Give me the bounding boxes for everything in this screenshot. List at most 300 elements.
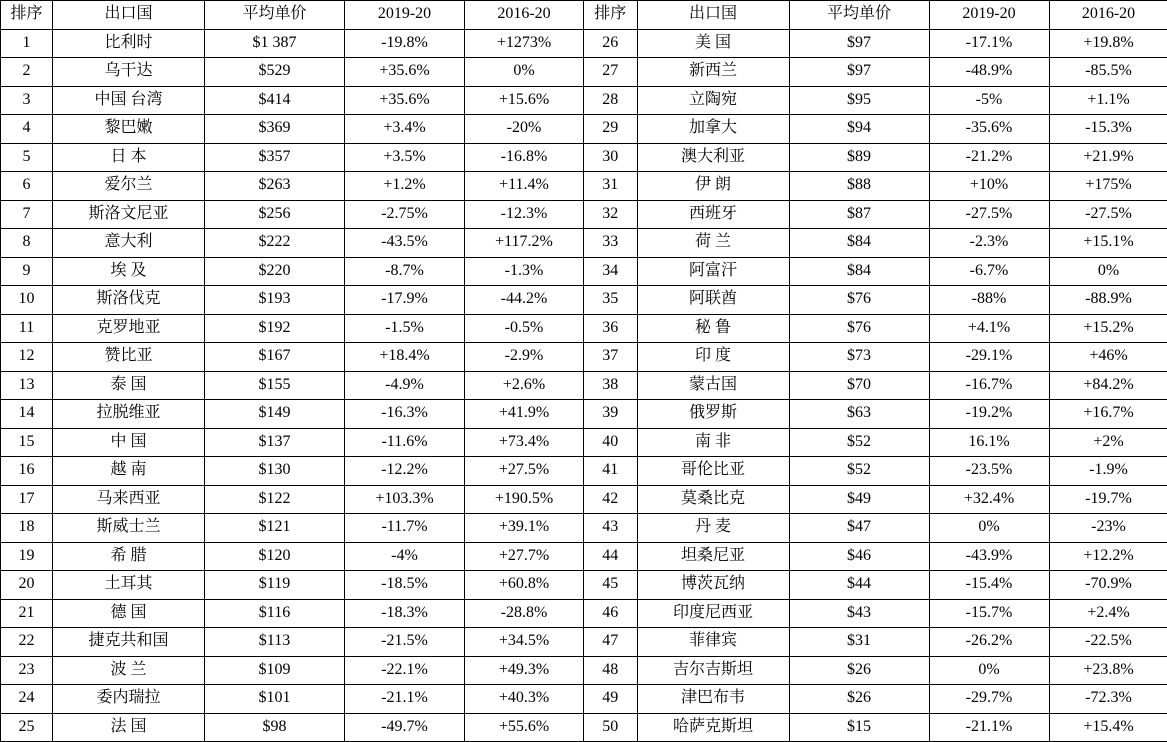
cell-price: $149	[205, 400, 345, 429]
cell-price: $95	[789, 86, 929, 115]
cell-price: $369	[205, 115, 345, 144]
table-row	[584, 599, 1167, 628]
cell-price: $15	[789, 713, 929, 742]
column-header-price: 平均单价	[205, 1, 345, 30]
cell-price: $46	[789, 542, 929, 571]
cell-price: $109	[205, 656, 345, 685]
table-row	[584, 400, 1167, 429]
cell-price: $97	[789, 58, 929, 87]
cell-rank: 38	[584, 371, 637, 400]
table-header-right	[584, 1, 1167, 30]
cell-year1: -19.2%	[929, 400, 1049, 429]
cell-country: 俄罗斯	[637, 400, 789, 429]
table-row	[1, 229, 584, 258]
cell-year1: -8.7%	[345, 257, 465, 286]
cell-rank: 13	[1, 371, 53, 400]
cell-year1: -11.6%	[345, 428, 465, 457]
cell-country: 泰 国	[53, 371, 205, 400]
cell-year1: -49.7%	[345, 713, 465, 742]
cell-country: 捷克共和国	[53, 628, 205, 657]
cell-rank: 22	[1, 628, 53, 657]
table-row	[1, 143, 584, 172]
table-row	[584, 685, 1167, 714]
cell-year2: +2.6%	[465, 371, 584, 400]
cell-country: 菲律宾	[637, 628, 789, 657]
table-row	[1, 200, 584, 229]
cell-year2: +73.4%	[465, 428, 584, 457]
cell-year1: -22.1%	[345, 656, 465, 685]
cell-year1: -16.7%	[929, 371, 1049, 400]
cell-year1: +35.6%	[345, 58, 465, 87]
cell-year1: -29.1%	[929, 343, 1049, 372]
cell-year2: +12.2%	[1049, 542, 1167, 571]
cell-year1: -21.1%	[345, 685, 465, 714]
cell-country: 博茨瓦纳	[637, 571, 789, 600]
cell-year2: +49.3%	[465, 656, 584, 685]
cell-year2: +15.6%	[465, 86, 584, 115]
table-row	[584, 713, 1167, 742]
cell-year2: -16.8%	[465, 143, 584, 172]
cell-price: $167	[205, 343, 345, 372]
cell-price: $155	[205, 371, 345, 400]
cell-year1: -17.1%	[929, 29, 1049, 58]
cell-year1: +1.2%	[345, 172, 465, 201]
cell-year2: +2.4%	[1049, 599, 1167, 628]
cell-year1: -16.3%	[345, 400, 465, 429]
cell-year1: -17.9%	[345, 286, 465, 315]
cell-rank: 24	[1, 685, 53, 714]
cell-year1: -48.9%	[929, 58, 1049, 87]
cell-price: $70	[789, 371, 929, 400]
cell-year2: +41.9%	[465, 400, 584, 429]
cell-price: $120	[205, 542, 345, 571]
cell-country: 越 南	[53, 457, 205, 486]
cell-rank: 10	[1, 286, 53, 315]
column-header-year1: 2019-20	[345, 1, 465, 30]
cell-year2: +40.3%	[465, 685, 584, 714]
cell-rank: 5	[1, 143, 53, 172]
cell-year1: -21.5%	[345, 628, 465, 657]
cell-country: 立陶宛	[637, 86, 789, 115]
cell-year1: -35.6%	[929, 115, 1049, 144]
cell-year1: -27.5%	[929, 200, 1049, 229]
cell-price: $113	[205, 628, 345, 657]
table-row	[584, 457, 1167, 486]
cell-rank: 28	[584, 86, 637, 115]
cell-year1: -4%	[345, 542, 465, 571]
cell-year2: 0%	[465, 58, 584, 87]
cell-country: 哥伦比亚	[637, 457, 789, 486]
cell-rank: 48	[584, 656, 637, 685]
cell-price: $88	[789, 172, 929, 201]
cell-year2: -85.5%	[1049, 58, 1167, 87]
table-row	[584, 115, 1167, 144]
cell-price: $31	[789, 628, 929, 657]
cell-price: $193	[205, 286, 345, 315]
cell-year1: -18.5%	[345, 571, 465, 600]
table-row	[584, 571, 1167, 600]
cell-price: $130	[205, 457, 345, 486]
cell-price: $98	[205, 713, 345, 742]
table-row	[584, 514, 1167, 543]
cell-rank: 35	[584, 286, 637, 315]
cell-year2: +117.2%	[465, 229, 584, 258]
cell-price: $63	[789, 400, 929, 429]
cell-year1: 0%	[929, 514, 1049, 543]
cell-year2: -28.8%	[465, 599, 584, 628]
table-row	[1, 286, 584, 315]
cell-country: 德 国	[53, 599, 205, 628]
cell-year2: +11.4%	[465, 172, 584, 201]
cell-price: $256	[205, 200, 345, 229]
cell-price: $49	[789, 485, 929, 514]
cell-price: $357	[205, 143, 345, 172]
cell-year1: -43.5%	[345, 229, 465, 258]
table-row	[1, 656, 584, 685]
cell-price: $52	[789, 457, 929, 486]
cell-country: 日 本	[53, 143, 205, 172]
cell-year1: -29.7%	[929, 685, 1049, 714]
cell-year1: -23.5%	[929, 457, 1049, 486]
cell-year2: +27.7%	[465, 542, 584, 571]
cell-country: 法 国	[53, 713, 205, 742]
cell-rank: 43	[584, 514, 637, 543]
table-row	[584, 86, 1167, 115]
table-row	[1, 571, 584, 600]
cell-year2: +23.8%	[1049, 656, 1167, 685]
table-row	[1, 713, 584, 742]
cell-year1: -21.1%	[929, 713, 1049, 742]
cell-rank: 50	[584, 713, 637, 742]
cell-price: $220	[205, 257, 345, 286]
cell-price: $121	[205, 514, 345, 543]
cell-country: 中 国	[53, 428, 205, 457]
cell-country: 土耳其	[53, 571, 205, 600]
cell-year1: -1.5%	[345, 314, 465, 343]
cell-year1: +35.6%	[345, 86, 465, 115]
cell-year2: -2.9%	[465, 343, 584, 372]
cell-country: 伊 朗	[637, 172, 789, 201]
cell-price: $84	[789, 257, 929, 286]
cell-country: 爱尔兰	[53, 172, 205, 201]
cell-year2: +1.1%	[1049, 86, 1167, 115]
cell-rank: 3	[1, 86, 53, 115]
table-header-row	[584, 1, 1167, 30]
cell-rank: 21	[1, 599, 53, 628]
table-row	[1, 685, 584, 714]
cell-country: 斯洛文尼亚	[53, 200, 205, 229]
table-row	[584, 343, 1167, 372]
cell-country: 西班牙	[637, 200, 789, 229]
cell-rank: 37	[584, 343, 637, 372]
column-header-country: 出口国	[53, 1, 205, 30]
cell-rank: 42	[584, 485, 637, 514]
table-row	[584, 314, 1167, 343]
cell-year1: -2.75%	[345, 200, 465, 229]
cell-country: 蒙古国	[637, 371, 789, 400]
cell-year2: +190.5%	[465, 485, 584, 514]
cell-year1: -2.3%	[929, 229, 1049, 258]
table-row	[1, 343, 584, 372]
cell-country: 丹 麦	[637, 514, 789, 543]
cell-country: 津巴布韦	[637, 685, 789, 714]
cell-country: 莫桑比克	[637, 485, 789, 514]
cell-country: 加拿大	[637, 115, 789, 144]
cell-country: 克罗地亚	[53, 314, 205, 343]
cell-country: 南 非	[637, 428, 789, 457]
cell-year1: 16.1%	[929, 428, 1049, 457]
cell-country: 哈萨克斯坦	[637, 713, 789, 742]
table-row	[584, 200, 1167, 229]
cell-year2: +21.9%	[1049, 143, 1167, 172]
cell-price: $43	[789, 599, 929, 628]
cell-price: $84	[789, 229, 929, 258]
cell-year2: +175%	[1049, 172, 1167, 201]
cell-year2: +46%	[1049, 343, 1167, 372]
cell-price: $76	[789, 286, 929, 315]
cell-price: $97	[789, 29, 929, 58]
cell-year2: +15.1%	[1049, 229, 1167, 258]
cell-year2: -70.9%	[1049, 571, 1167, 600]
table-row	[1, 628, 584, 657]
cell-country: 坦桑尼亚	[637, 542, 789, 571]
cell-country: 希 腊	[53, 542, 205, 571]
cell-rank: 20	[1, 571, 53, 600]
column-header-year2: 2016-20	[1049, 1, 1167, 30]
cell-price: $263	[205, 172, 345, 201]
cell-country: 秘 鲁	[637, 314, 789, 343]
cell-year2: +2%	[1049, 428, 1167, 457]
cell-year1: +4.1%	[929, 314, 1049, 343]
cell-year2: -1.9%	[1049, 457, 1167, 486]
cell-price: $94	[789, 115, 929, 144]
cell-price: $116	[205, 599, 345, 628]
cell-rank: 16	[1, 457, 53, 486]
cell-year2: -12.3%	[465, 200, 584, 229]
cell-year2: +16.7%	[1049, 400, 1167, 429]
table-body-right	[584, 29, 1167, 742]
cell-rank: 11	[1, 314, 53, 343]
cell-country: 意大利	[53, 229, 205, 258]
cell-rank: 32	[584, 200, 637, 229]
table-row	[1, 29, 584, 58]
cell-country: 澳大利亚	[637, 143, 789, 172]
cell-rank: 26	[584, 29, 637, 58]
cell-country: 拉脱维亚	[53, 400, 205, 429]
cell-rank: 49	[584, 685, 637, 714]
cell-year1: -18.3%	[345, 599, 465, 628]
cell-year1: -15.7%	[929, 599, 1049, 628]
cell-price: $76	[789, 314, 929, 343]
cell-rank: 8	[1, 229, 53, 258]
cell-rank: 46	[584, 599, 637, 628]
table-row	[1, 371, 584, 400]
cell-year2: +15.4%	[1049, 713, 1167, 742]
cell-rank: 15	[1, 428, 53, 457]
cell-year1: -4.9%	[345, 371, 465, 400]
table-row	[584, 229, 1167, 258]
ranking-table-right	[584, 0, 1167, 742]
cell-rank: 34	[584, 257, 637, 286]
cell-country: 阿联酋	[637, 286, 789, 315]
cell-price: $192	[205, 314, 345, 343]
cell-year1: +3.5%	[345, 143, 465, 172]
cell-price: $119	[205, 571, 345, 600]
cell-country: 印 度	[637, 343, 789, 372]
table-row	[1, 172, 584, 201]
cell-rank: 9	[1, 257, 53, 286]
cell-country: 埃 及	[53, 257, 205, 286]
cell-price: $529	[205, 58, 345, 87]
cell-price: $137	[205, 428, 345, 457]
cell-year1: 0%	[929, 656, 1049, 685]
cell-year2: -88.9%	[1049, 286, 1167, 315]
cell-price: $47	[789, 514, 929, 543]
table-row	[584, 656, 1167, 685]
cell-rank: 47	[584, 628, 637, 657]
cell-country: 比利时	[53, 29, 205, 58]
cell-rank: 6	[1, 172, 53, 201]
cell-rank: 17	[1, 485, 53, 514]
table-row	[584, 371, 1167, 400]
cell-price: $26	[789, 656, 929, 685]
cell-year1: -5%	[929, 86, 1049, 115]
cell-rank: 27	[584, 58, 637, 87]
table-row	[584, 628, 1167, 657]
cell-rank: 12	[1, 343, 53, 372]
table-row	[1, 457, 584, 486]
cell-rank: 29	[584, 115, 637, 144]
cell-price: $87	[789, 200, 929, 229]
cell-year2: -20%	[465, 115, 584, 144]
table-row	[1, 115, 584, 144]
cell-price: $122	[205, 485, 345, 514]
cell-year2: +55.6%	[465, 713, 584, 742]
table-row	[584, 428, 1167, 457]
cell-rank: 23	[1, 656, 53, 685]
cell-country: 美 国	[637, 29, 789, 58]
table-row	[1, 58, 584, 87]
cell-year1: -12.2%	[345, 457, 465, 486]
cell-country: 阿富汗	[637, 257, 789, 286]
table-row	[1, 599, 584, 628]
cell-rank: 39	[584, 400, 637, 429]
cell-country: 新西兰	[637, 58, 789, 87]
cell-price: $101	[205, 685, 345, 714]
cell-country: 印度尼西亚	[637, 599, 789, 628]
cell-year1: -6.7%	[929, 257, 1049, 286]
cell-country: 荷 兰	[637, 229, 789, 258]
cell-year2: +60.8%	[465, 571, 584, 600]
table-row	[1, 428, 584, 457]
cell-year1: -15.4%	[929, 571, 1049, 600]
cell-year2: 0%	[1049, 257, 1167, 286]
cell-country: 波 兰	[53, 656, 205, 685]
cell-rank: 2	[1, 58, 53, 87]
cell-year2: +19.8%	[1049, 29, 1167, 58]
cell-country: 委内瑞拉	[53, 685, 205, 714]
table-row	[1, 542, 584, 571]
cell-year2: -1.3%	[465, 257, 584, 286]
cell-rank: 40	[584, 428, 637, 457]
cell-price: $73	[789, 343, 929, 372]
cell-country: 乌干达	[53, 58, 205, 87]
table-row	[584, 257, 1167, 286]
table-header-row	[1, 1, 584, 30]
cell-price: $1 387	[205, 29, 345, 58]
cell-rank: 31	[584, 172, 637, 201]
cell-year2: +39.1%	[465, 514, 584, 543]
cell-year1: +103.3%	[345, 485, 465, 514]
cell-rank: 18	[1, 514, 53, 543]
table-row	[1, 400, 584, 429]
column-header-year2: 2016-20	[465, 1, 584, 30]
cell-rank: 7	[1, 200, 53, 229]
cell-price: $52	[789, 428, 929, 457]
cell-year1: -19.8%	[345, 29, 465, 58]
cell-year2: +15.2%	[1049, 314, 1167, 343]
cell-rank: 41	[584, 457, 637, 486]
cell-country: 吉尔吉斯坦	[637, 656, 789, 685]
table-row	[1, 86, 584, 115]
cell-rank: 45	[584, 571, 637, 600]
table-row	[1, 314, 584, 343]
cell-year2: +1273%	[465, 29, 584, 58]
cell-year1: +3.4%	[345, 115, 465, 144]
table-row	[584, 29, 1167, 58]
table-body-left	[1, 29, 584, 742]
table-row	[1, 514, 584, 543]
cell-year2: -0.5%	[465, 314, 584, 343]
table-row	[1, 485, 584, 514]
cell-rank: 25	[1, 713, 53, 742]
cell-year2: -19.7%	[1049, 485, 1167, 514]
table-row	[584, 58, 1167, 87]
table-row	[584, 172, 1167, 201]
cell-rank: 33	[584, 229, 637, 258]
cell-year2: -22.5%	[1049, 628, 1167, 657]
cell-year1: +32.4%	[929, 485, 1049, 514]
table-header-left	[1, 1, 584, 30]
cell-year1: -26.2%	[929, 628, 1049, 657]
cell-price: $89	[789, 143, 929, 172]
cell-year1: -43.9%	[929, 542, 1049, 571]
cell-country: 赞比亚	[53, 343, 205, 372]
table-row	[584, 286, 1167, 315]
cell-year2: -44.2%	[465, 286, 584, 315]
cell-rank: 36	[584, 314, 637, 343]
cell-rank: 1	[1, 29, 53, 58]
cell-country: 黎巴嫩	[53, 115, 205, 144]
column-header-country: 出口国	[637, 1, 789, 30]
cell-country: 斯洛伐克	[53, 286, 205, 315]
cell-rank: 44	[584, 542, 637, 571]
table-row	[584, 143, 1167, 172]
cell-country: 斯威士兰	[53, 514, 205, 543]
cell-country: 中国 台湾	[53, 86, 205, 115]
column-header-rank: 排序	[584, 1, 637, 30]
cell-price: $222	[205, 229, 345, 258]
cell-year1: +10%	[929, 172, 1049, 201]
cell-year2: -27.5%	[1049, 200, 1167, 229]
cell-rank: 14	[1, 400, 53, 429]
cell-year2: -72.3%	[1049, 685, 1167, 714]
column-header-price: 平均单价	[789, 1, 929, 30]
cell-year2: +84.2%	[1049, 371, 1167, 400]
cell-year1: -21.2%	[929, 143, 1049, 172]
cell-year2: -23%	[1049, 514, 1167, 543]
cell-year1: +18.4%	[345, 343, 465, 372]
